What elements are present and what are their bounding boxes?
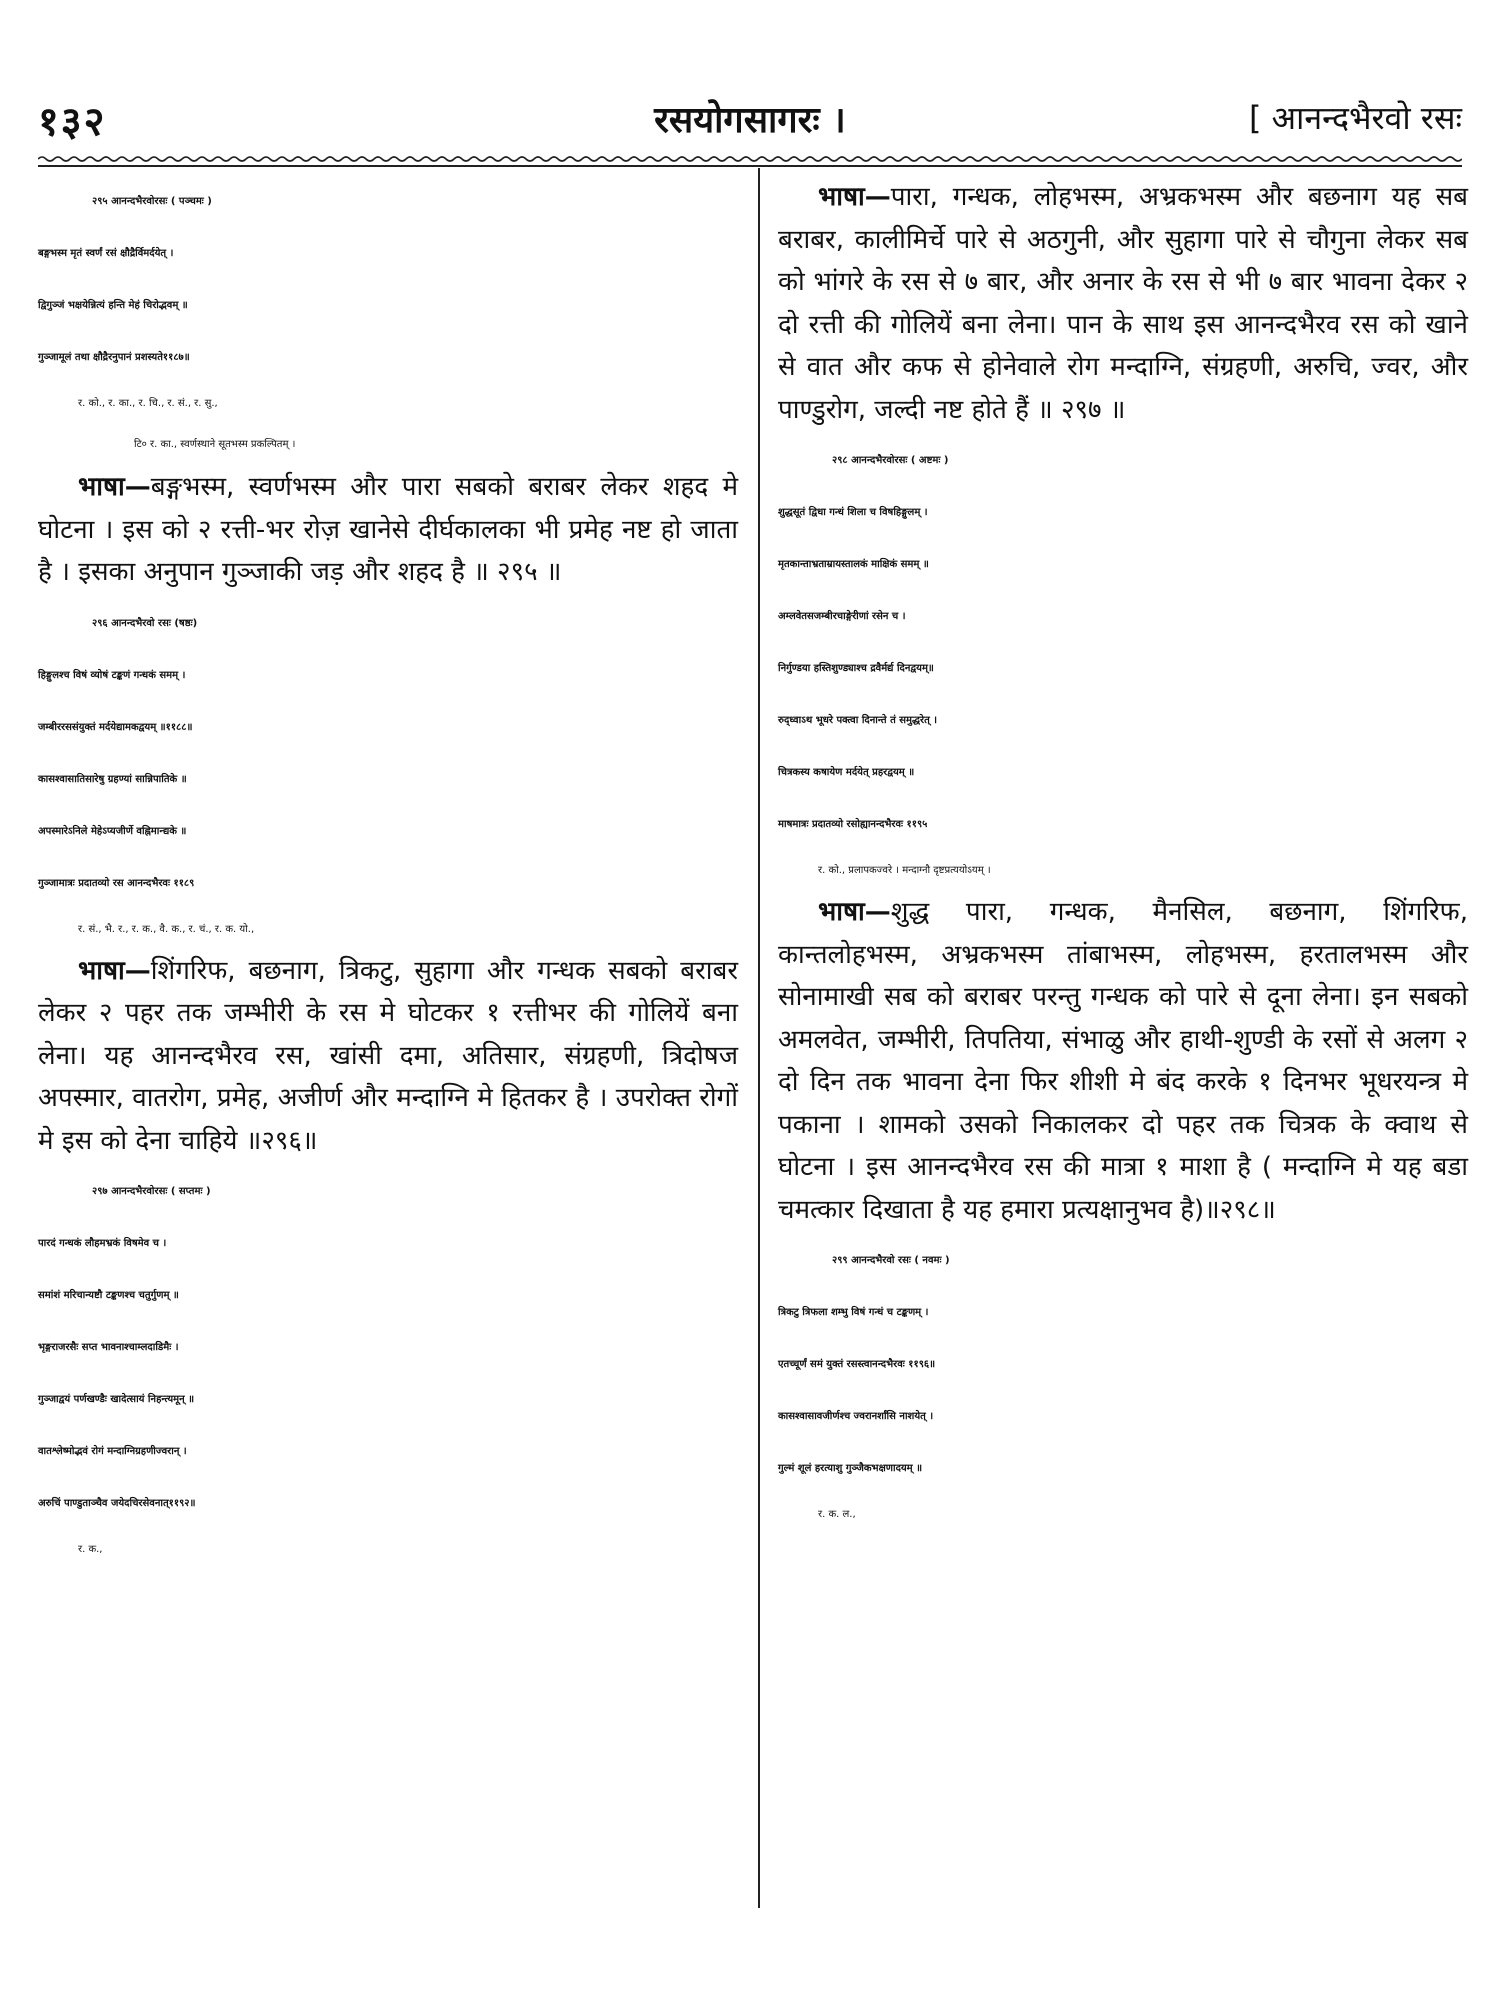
verse-block-299: [778, 1287, 1468, 1495]
section-heading-299: २९९ आनन्दभैरवो रसः ( नवमः ): [832, 1255, 950, 1266]
bhasha-text: शिंगरिफ, बछनाग, त्रिकटु, सुहागा और गन्धक सबको बराबर लेकर २ पहर तक जम्भीरी के रस मे घोटकर १ रत्तीभर की गोलियें बना लेना। यह आनन्दभैरव रस, खांसी दमा, अतिसार, संग्रहणी, त्रिदोषज अपस्मार, वातरोग, प्रमेह, अजीर्ण और मन्दाग्नि मे हितकर है । उपरोक्त रोगों मे इस को देना चाहिये ॥२९६॥: [38, 955, 738, 1156]
verse-line: अम्लवेतसजम्बीरचाङ्गेरीणां रसेन च ।: [778, 611, 906, 622]
bhasha-paragraph: [778, 176, 1468, 431]
verse-line: माषमात्रः प्रदातव्यो रसोह्यानन्दभैरवः ११९५: [778, 819, 928, 830]
verse-line: गुञ्जामूलं तथा क्षौद्रैरनुपानं प्रशस्यते११८७॥: [38, 352, 190, 363]
bhasha-text: शुद्ध पारा, गन्धक, मैनसिल, बछनाग, शिंगरिफ, कान्तलोहभस्म, अभ्रकभस्म तांबाभस्म, लोहभस्म, हरतालभस्म और सोनामाखी सब को बराबर परन्तु गन्धक को पारे से दूना लेना। इन सबको अमलवेत, जम्भीरी, तिपतिया, संभाळु और हाथी-शुण्डी के रसों से अलग २ दो दिन तक भावना देना फिर शीशी मे बंद करके १ दिनभर भूधरयन्त्र मे पकाना । शामको उसको निकालकर दो पहर तक चित्रक के क्वाथ से घोटना । इस आनन्दभैरव रस की मात्रा १ माशा है ( मन्दाग्नि मे यह बडा चमत्कार दिखाता है यह हमारा प्रत्यक्षानुभव है)॥२९८॥: [778, 897, 1468, 1225]
bhasha-text: पारा, गन्धक, लोहभस्म, अभ्रकभस्म और बछनाग यह सब बराबर, कालीमिर्चे पारे से अठगुनी, और सुहागा पारे से चौगुना लेकर सब को भांगरे के रस से ७ बार, और अनार के रस से भी ७ बार भावना देकर २ दो रत्ती की गोलियें बना लेना। पान के साथ इस आनन्दभैरव रस को खाने से वात और कफ से होनेवाले रोग मन्दाग्नि, संग्रहणी, अरुचि, ज्वर, और पाण्डुरोग, जल्दी नष्ट होते हैं ॥ २९७ ॥: [778, 182, 1468, 425]
running-title: रसयोगसागरः ।: [654, 100, 846, 141]
section-heading-298: २९८ आनन्दभैरवोरसः ( अष्टमः ): [832, 455, 949, 466]
bhasha-label: भाषा—: [818, 897, 891, 927]
verse-block-298: [778, 487, 1468, 851]
verse-line: त्रिकटु त्रिफला शम्भु विषं गन्धं च टङ्कणम् ।: [778, 1307, 929, 1318]
verse-line: द्विगुञ्जं भक्षयेन्नित्यं हन्ति मेहं चिरोद्भवम् ॥: [38, 300, 188, 311]
verse-line: कासश्वासावजीर्णश्च ज्वरानर्शांसि नाशयेत् ।: [778, 1411, 934, 1422]
right-column: [778, 176, 1468, 1535]
source-references: र. क.,: [78, 1544, 103, 1555]
section-heading-297: २९७ आनन्दभैरवोरसः ( सप्तमः ): [92, 1186, 211, 1197]
source-references: र. क. ल.,: [818, 1509, 856, 1520]
verse-line: रुद्ध्वाऽथ भूधरे पक्त्वा दिनान्ते तं समुद्धरेत् ।: [778, 715, 938, 726]
source-references: र. को., प्रलापकज्वरे । मन्दाग्नौ दृष्टप्रत्ययोऽयम् ।: [818, 865, 991, 876]
section-heading-296: २९६ आनन्दभैरवो रसः (षष्ठः): [92, 617, 198, 629]
verse-line: कासश्वासातिसारेषु ग्रहण्यां सान्निपातिके ॥: [38, 773, 187, 785]
source-references: र. सं., भै. र., र. क., वै. क., र. चं., र. क. यो.,: [78, 923, 255, 935]
verse-line: वातश्लेष्मोद्भवं रोगं मन्दाग्निग्रहणीज्वरान् ।: [38, 1446, 187, 1457]
bhasha-paragraph: [38, 466, 738, 594]
bhasha-paragraph: [38, 950, 738, 1163]
verse-line: गुञ्जाद्वयं पर्णखण्डैः खादेत्सायं निहन्त्यमून् ॥: [38, 1394, 195, 1405]
bhasha-label: भाषा—: [78, 955, 151, 986]
editorial-note: टि० र. का., स्वर्णस्थाने सूतभस्म प्रकल्पितम् ।: [134, 439, 296, 450]
verse-line: शुद्धसूतं द्विधा गन्धं शिला च विषहिङ्गुलम् ।: [778, 507, 928, 518]
verse-line: जम्बीररससंयुक्तं मर्दयेद्यामकद्वयम् ॥११८८॥: [38, 721, 193, 733]
bhasha-paragraph: [778, 891, 1468, 1231]
verse-line: बङ्गभस्म मृतं स्वर्णं रसं क्षौद्रैर्विमर्दयेत् ।: [38, 248, 174, 259]
verse-line: मृतकान्ताभ्रताम्रायस्तालकं माक्षिकं समम् ॥: [778, 559, 929, 570]
verse-line: अरुचिं पाण्डुताञ्चैव जयेदचिरसेवनात्११९२॥: [38, 1498, 196, 1509]
column-divider: [758, 168, 760, 1908]
page-header: [38, 92, 1462, 152]
page-number: १३२: [38, 99, 107, 145]
bhasha-text: बङ्गभस्म, स्वर्णभस्म और पारा सबको बराबर लेकर शहद मे घोटना । इस को २ रत्ती-भर रोज़ खानेसे दीर्घकालका भी प्रमेह नष्ट हो जाता है । इसका अनुपान गुञ्जाकी जड़ और शहद है ॥ २९५ ॥: [38, 472, 738, 587]
running-section: [ आनन्दभैरवो रसः: [1248, 99, 1462, 137]
verse-line: निर्गुण्डया हस्तिशुण्ड्याश्च द्रवैर्मर्द्य दिनद्वयम्॥: [778, 663, 934, 674]
verse-line: एतच्चूर्णं समं युक्तं रसस्त्वानन्दभैरवः ११९६॥: [778, 1359, 936, 1370]
verse-line: पारदं गन्धकं लौहमभ्रकं विषमेव च ।: [38, 1238, 167, 1249]
verse-block-296: [38, 650, 738, 910]
verse-line: हिङ्गुलश्च विषं व्योषं टङ्कणं गन्धकं समम् ।: [38, 669, 186, 681]
verse-line: चित्रकस्य कषायेण मर्दयेत् प्रहरद्वयम् ॥: [778, 767, 915, 778]
verse-line: भृङ्गराजरसैः सप्त भावनाश्चाम्लदाडिमैः ।: [38, 1342, 179, 1353]
header-wavy-rule: [38, 154, 1462, 168]
section-heading-295: २९५ आनन्दभैरवोरसः ( पञ्चमः ): [92, 196, 212, 207]
verse-line: गुञ्जामात्रः प्रदातव्यो रस आनन्दभैरवः ११८९: [38, 877, 195, 889]
left-column: [38, 176, 738, 1570]
source-references: र. को., र. का., र. चि., र. सं., र. सु.,: [78, 398, 218, 409]
verse-line: समांशं मरिचान्यष्टौ टङ्कणश्च चतुर्गुणम् ॥: [38, 1290, 179, 1301]
verse-block-295: [38, 228, 738, 384]
verse-line: अपस्मारेऽनिले मेहेऽप्यजीर्णे वह्निमान्द्यके ॥: [38, 825, 187, 837]
verse-line: गुल्मं शूलं हरत्याशु गुञ्जैकभक्षणादयम् ॥: [778, 1463, 923, 1474]
verse-block-297: [38, 1218, 738, 1530]
bhasha-label: भाषा—: [78, 472, 151, 502]
bhasha-label: भाषा—: [818, 182, 891, 212]
